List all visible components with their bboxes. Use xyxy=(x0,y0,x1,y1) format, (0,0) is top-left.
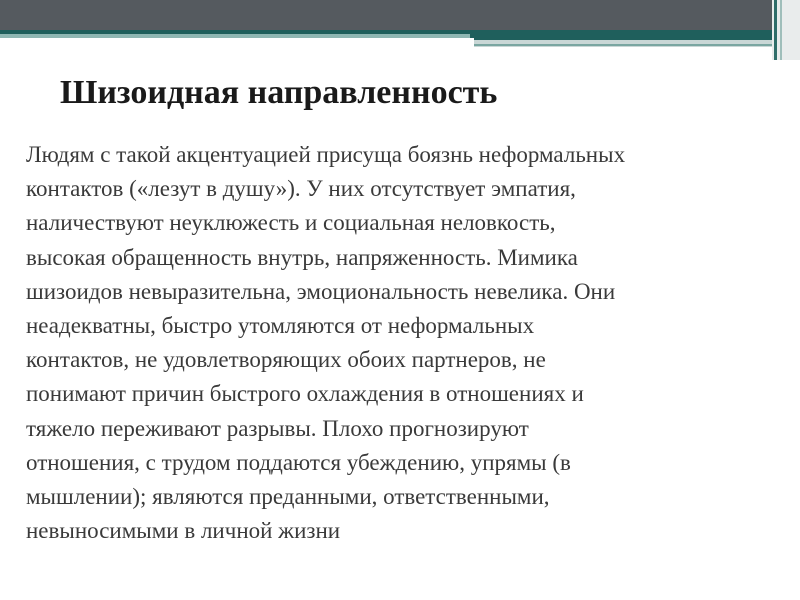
body-line: высокая обращенность внутрь, напряженность. Мимика xyxy=(26,244,578,270)
header-band xyxy=(0,0,800,30)
body-line: Людям с такой акцентуацией присуща боязнь неформальных xyxy=(26,142,626,167)
slide-title: Шизоидная направленность xyxy=(60,74,498,111)
body-line: понимают причин быстрого охлаждения в отношениях и xyxy=(26,381,584,407)
body-line: невыносимыми в личной жизни xyxy=(26,518,341,544)
body-line: мышлении); являются преданными, ответственными, xyxy=(26,484,550,510)
corner-decoration xyxy=(772,0,800,60)
body-line: контактов («лезут в душу»). У них отсутствует эмпатия, xyxy=(26,176,576,202)
slide-body xyxy=(26,138,786,548)
body-line: неадекватны, быстро утомляются от неформальных xyxy=(26,313,535,339)
body-line: шизоидов невыразительна, эмоциональность невелика. Они xyxy=(26,278,616,304)
header-cutout xyxy=(0,38,474,48)
header-rule xyxy=(474,44,774,46)
body-line: тяжело переживают разрывы. Плохо прогнозируют xyxy=(26,415,529,441)
body-line: отношения, с трудом поддаются убеждению, упрямы (в xyxy=(26,449,571,475)
body-line: наличествуют неуклюжесть и социальная неловкость, xyxy=(26,210,556,236)
body-line: контактов, не удовлетворяющих обоих партнеров, не xyxy=(26,347,546,373)
